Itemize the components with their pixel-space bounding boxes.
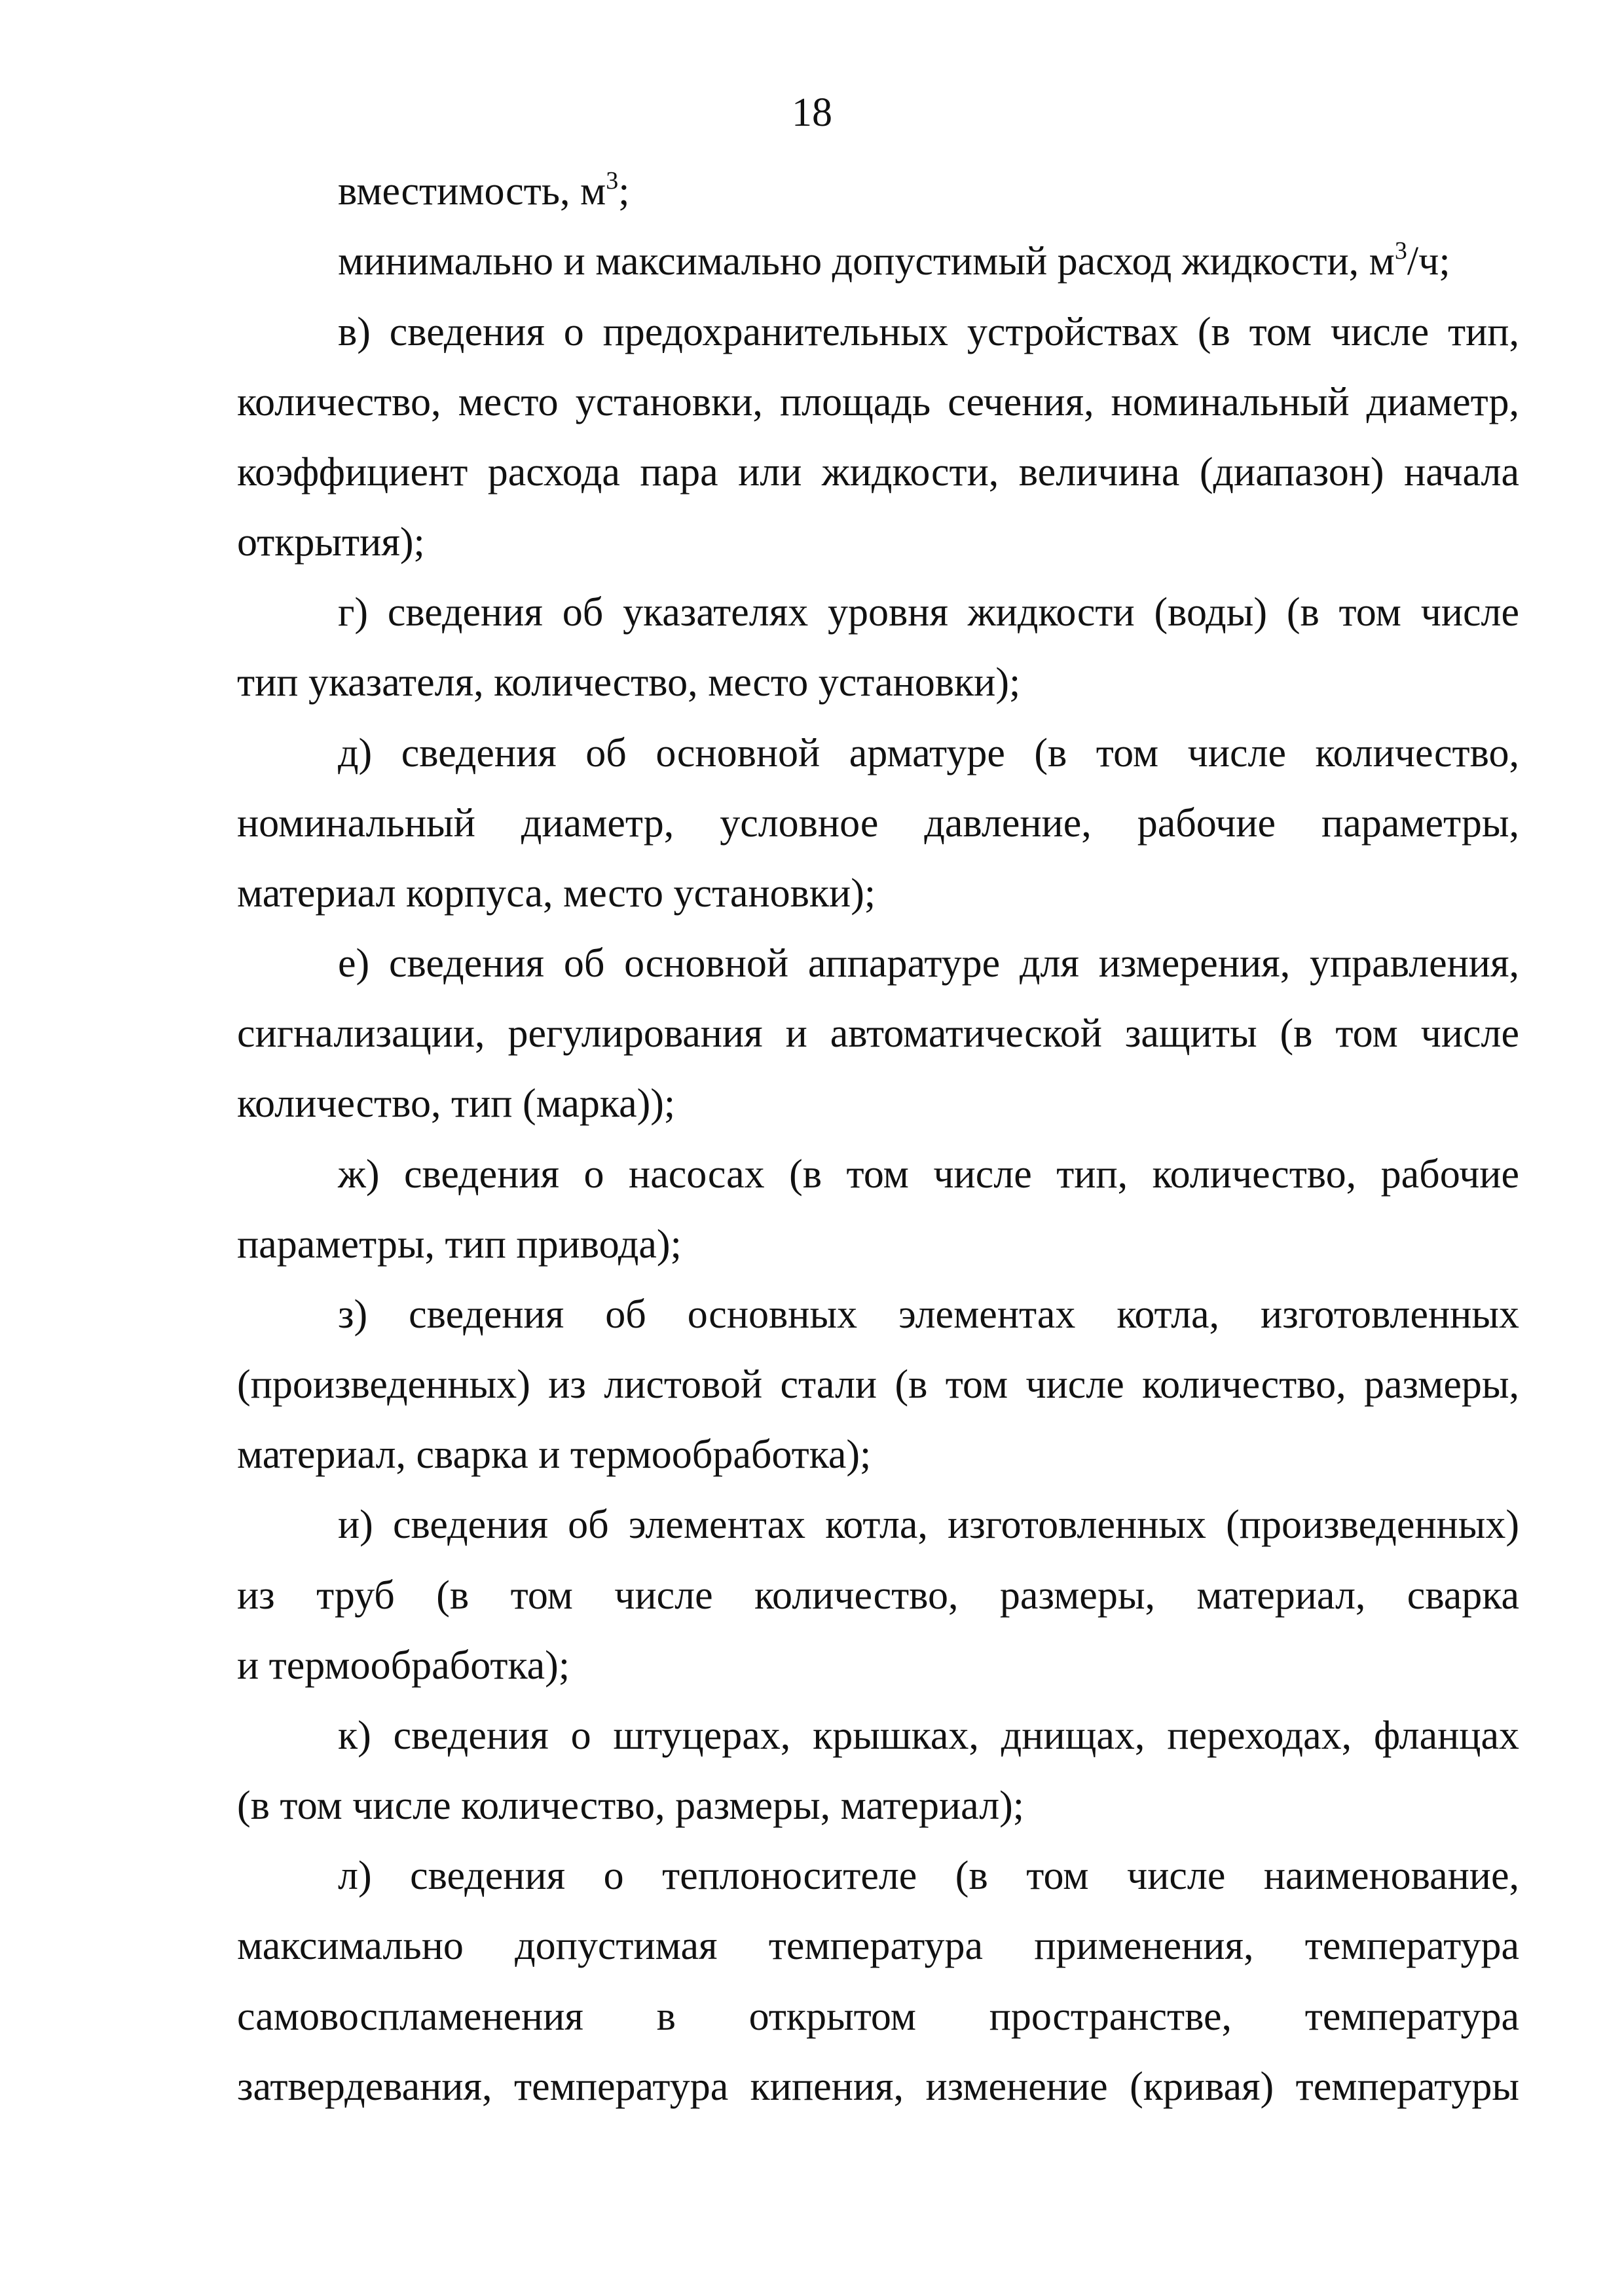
item-i-line-3: и термообработка); — [237, 1643, 570, 1688]
item-l-line-1: л) сведения о теплоносителе (в том числе наименование, — [338, 1854, 1519, 1898]
text-line-flow-rate: минимально и максимально допустимый расход жидкости, $м^3/ч$; — [338, 237, 1450, 284]
item-v-line-3: коэффициент расхода пара или жидкости, величина (диапазон) начала — [237, 450, 1519, 494]
item-v-line-2: количество, место установки, площадь сечения, номинальный диаметр, — [237, 380, 1519, 424]
item-l-line-4: затвердевания, температура кипения, изменение (кривая) температуры — [237, 2064, 1519, 2109]
item-l-line-3: самовоспламенения в открытом пространстве, температура — [237, 1994, 1519, 2039]
item-i-line-1: и) сведения об элементах котла, изготовленных (произведенных) — [338, 1502, 1519, 1547]
item-e-line-1: е) сведения об основной аппаратуре для измерения, управления, — [338, 941, 1519, 986]
item-zh-line-1: ж) сведения о насосах (в том числе тип, количество, рабочие — [338, 1152, 1519, 1197]
item-d-line-3: материал корпуса, место установки); — [237, 871, 876, 916]
item-v-line-4: открытия); — [237, 520, 425, 565]
item-v-line-1: в) сведения о предохранительных устройствах (в том числе тип, — [338, 310, 1519, 354]
item-z-line-1: з) сведения об основных элементах котла, изготовленных — [338, 1292, 1519, 1337]
item-g-line-2: тип указателя, количество, место установки); — [237, 660, 1021, 705]
item-i-line-2: из труб (в том числе количество, размеры, материал, сварка — [237, 1573, 1519, 1618]
page-number: 18 — [792, 90, 832, 135]
item-d-line-2: номинальный диаметр, условное давление, рабочие параметры, — [237, 801, 1519, 846]
item-l-line-2: максимально допустимая температура применения, температура — [237, 1924, 1519, 1968]
item-d-line-1: д) сведения об основной арматуре (в том числе количество, — [338, 731, 1519, 775]
item-e-line-2: сигнализации, регулирования и автоматической защиты (в том числе — [237, 1011, 1519, 1056]
item-e-line-3: количество, тип (марка)); — [237, 1081, 676, 1126]
item-k-line-1: к) сведения о штуцерах, крышках, днищах, переходах, фланцах — [338, 1713, 1519, 1758]
text-line-capacity: вместимость, $м^3$; — [338, 167, 630, 214]
item-z-line-2: (произведенных) из листовой стали (в том числе количество, размеры, — [237, 1362, 1519, 1407]
item-g-line-1: г) сведения об указателях уровня жидкости (воды) (в том числе — [338, 590, 1519, 635]
item-z-line-3: материал, сварка и термообработка); — [237, 1432, 872, 1477]
item-zh-line-2: параметры, тип привода); — [237, 1222, 682, 1267]
item-k-line-2: (в том числе количество, размеры, материал); — [237, 1783, 1025, 1828]
